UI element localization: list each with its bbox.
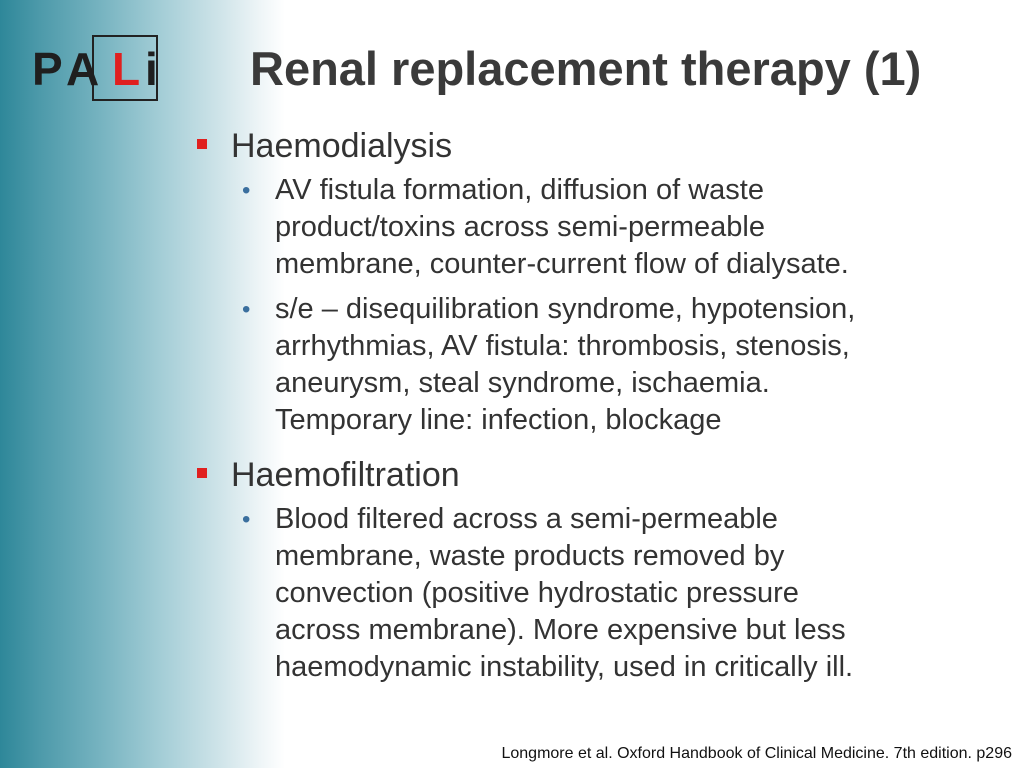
sub-bullet-line: convection (positive hydrostatic pressure [275, 577, 799, 609]
bullet-heading: Haemodialysis [231, 127, 453, 165]
bullet-list [195, 124, 995, 694]
sub-bullet-mechanism [242, 172, 975, 283]
slide-title: Renal replacement therapy (1) [250, 42, 922, 95]
sub-bullet-line: s/e – disequilibration syndrome, hypotension, [275, 293, 856, 325]
pali-logo [30, 30, 170, 108]
logo-letter-a: A [66, 43, 100, 95]
red-square-icon [197, 139, 207, 149]
sub-bullet-side-effects [242, 291, 975, 439]
citation-footer: Longmore et al. Oxford Handbook of Clinical Medicine. 7th edition. p296 [501, 745, 1012, 762]
sub-bullet-haemofiltration [242, 501, 975, 686]
logo-letter-p: P [32, 43, 63, 95]
sub-bullet-line: product/toxins across semi-permeable [275, 211, 765, 243]
red-square-icon [197, 468, 207, 478]
sub-bullet-line: across membrane). More expensive but less [275, 614, 846, 646]
sub-bullet-line: membrane, waste products removed by [275, 540, 785, 572]
sub-bullet-line: AV fistula formation, diffusion of waste [275, 174, 764, 206]
sub-bullet-line: membrane, counter-current flow of dialysate. [275, 248, 849, 280]
logo-letter-i: i [145, 43, 158, 95]
bullet-dot-icon: • [242, 506, 251, 533]
sub-bullet-line: aneurysm, steal syndrome, ischaemia. [275, 367, 770, 399]
sub-bullet-line: Temporary line: infection, blockage [275, 404, 722, 436]
bullet-heading: Haemofiltration [231, 456, 460, 494]
logo-letter-l: L [112, 43, 141, 95]
sub-bullet-line: Blood filtered across a semi-permeable [275, 503, 778, 535]
sub-bullet-line: arrhythmias, AV fistula: thrombosis, stenosis, [275, 330, 850, 362]
bullet-haemodialysis [195, 124, 995, 168]
bullet-haemofiltration [195, 453, 995, 497]
sub-bullet-line: haemodynamic instability, used in critically ill. [275, 651, 854, 683]
bullet-dot-icon: • [242, 296, 251, 323]
bullet-dot-icon: • [242, 177, 251, 204]
